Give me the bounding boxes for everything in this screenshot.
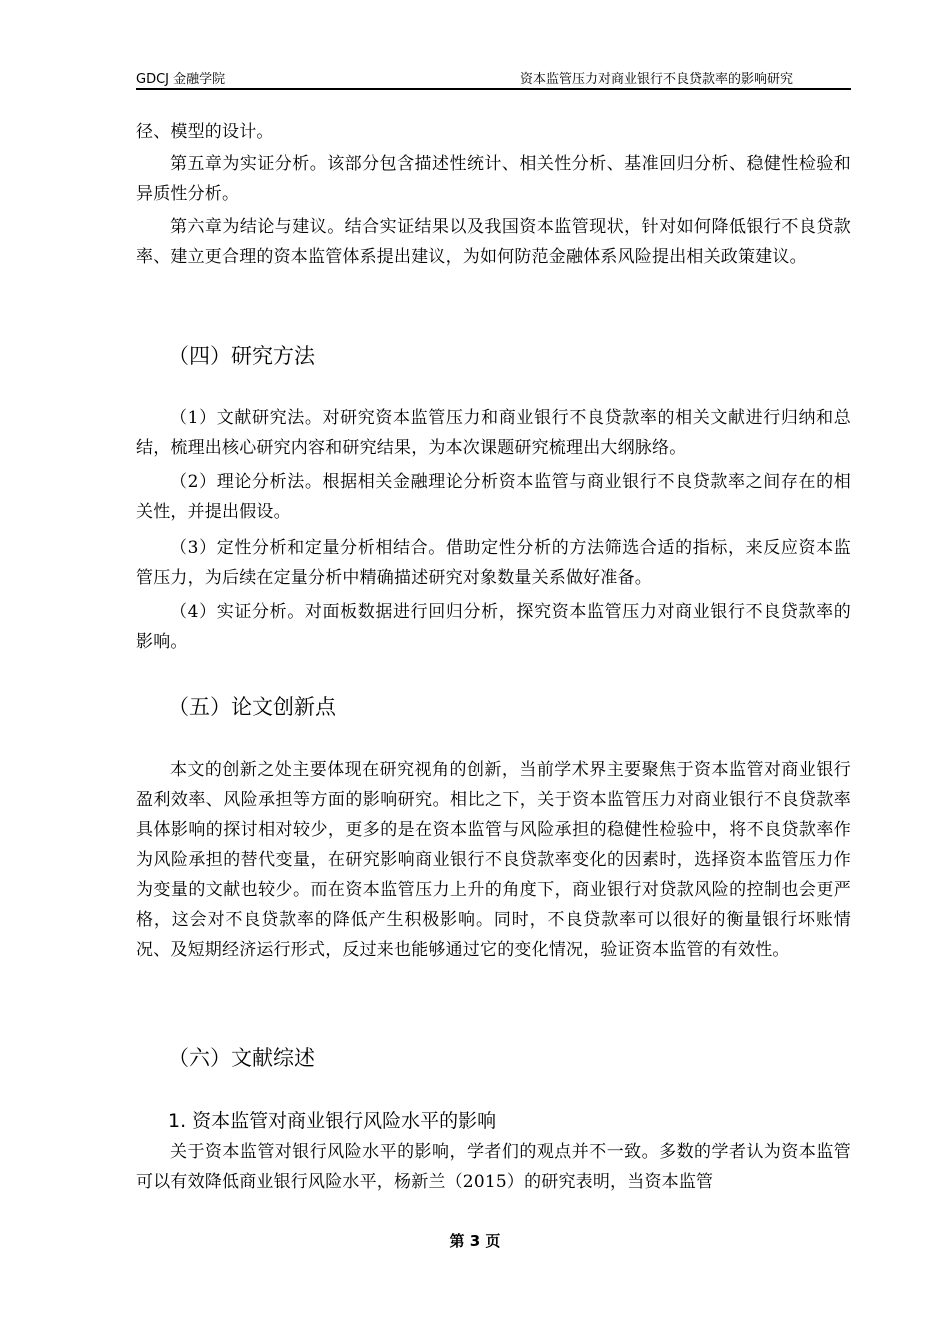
paragraph-chapter4-end: 径、模型的设计。 [136,122,274,142]
section-heading-methods: （四）研究方法 [168,344,315,368]
method-empirical: （4）实证分析。对面板数据进行回归分析，探究资本监管压力对商业银行不良贷款率的影响。 [136,602,851,652]
paragraph-chapter6: 第六章为结论与建议。结合实证结果以及我国资本监管现状，针对如何降低银行不良贷款率、建立更合理的资本监管体系提出建议，为如何防范金融体系风险提出相关政策建议。 [136,217,851,267]
page-header [136,68,851,90]
paragraph-innovation: 本文的创新之处主要体现在研究视角的创新，当前学术界主要聚焦于资本监管对商业银行盈利效率、风险承担等方面的影响研究。相比之下，关于资本监管压力对商业银行不良贷款率具体影响的探讨相对较少，更多的是在资本监管与风险承担的稳健性检验中，将不良贷款率作为风险承担的替代变量，在研究影响商业银行不良贷款率变化的因素时，选择资本监管压力作为变量的文献也较少。而在资本监管压力上升的角度下，商业银行对贷款风险的控制也会更严格，这会对不良贷款率的降低产生积极影响。同时，不良贷款率可以很好的衡量银行坏账情况、及短期经济运行形式，反过来也能够通过它的变化情况，验证资本监管的有效性。 [136,760,851,960]
header-institution: GDCJ 金融学院 [136,72,226,87]
method-theory: （2）理论分析法。根据相关金融理论分析资本监管与商业银行不良贷款率之间存在的相关性，并提出假设。 [136,472,851,522]
paragraph-literature-review: 关于资本监管对银行风险水平的影响，学者们的观点并不一致。多数的学者认为资本监管可以有效降低商业银行风险水平，杨新兰（2015）的研究表明，当资本监管 [136,1142,851,1192]
page-number: 第 3 页 [449,1232,501,1250]
section-heading-innovation: （五）论文创新点 [168,695,336,719]
header-thesis-title: 资本监管压力对商业银行不良贷款率的影响研究 [519,72,793,87]
section-heading-literature-review: （六）文献综述 [168,1046,315,1070]
subsection-heading-1: 1. 资本监管对商业银行风险水平的影响 [168,1110,497,1132]
paragraph-chapter5: 第五章为实证分析。该部分包含描述性统计、相关性分析、基准回归分析、稳健性检验和异质性分析。 [136,154,851,204]
method-literature: （1）文献研究法。对研究资本监管压力和商业银行不良贷款率的相关文献进行归纳和总结，梳理出核心研究内容和研究结果，为本次课题研究梳理出大纲脉络。 [136,408,851,458]
method-qualitative-quantitative: （3）定性分析和定量分析相结合。借助定性分析的方法筛选合适的指标，来反应资本监管压力，为后续在定量分析中精确描述研究对象数量关系做好准备。 [136,538,851,588]
